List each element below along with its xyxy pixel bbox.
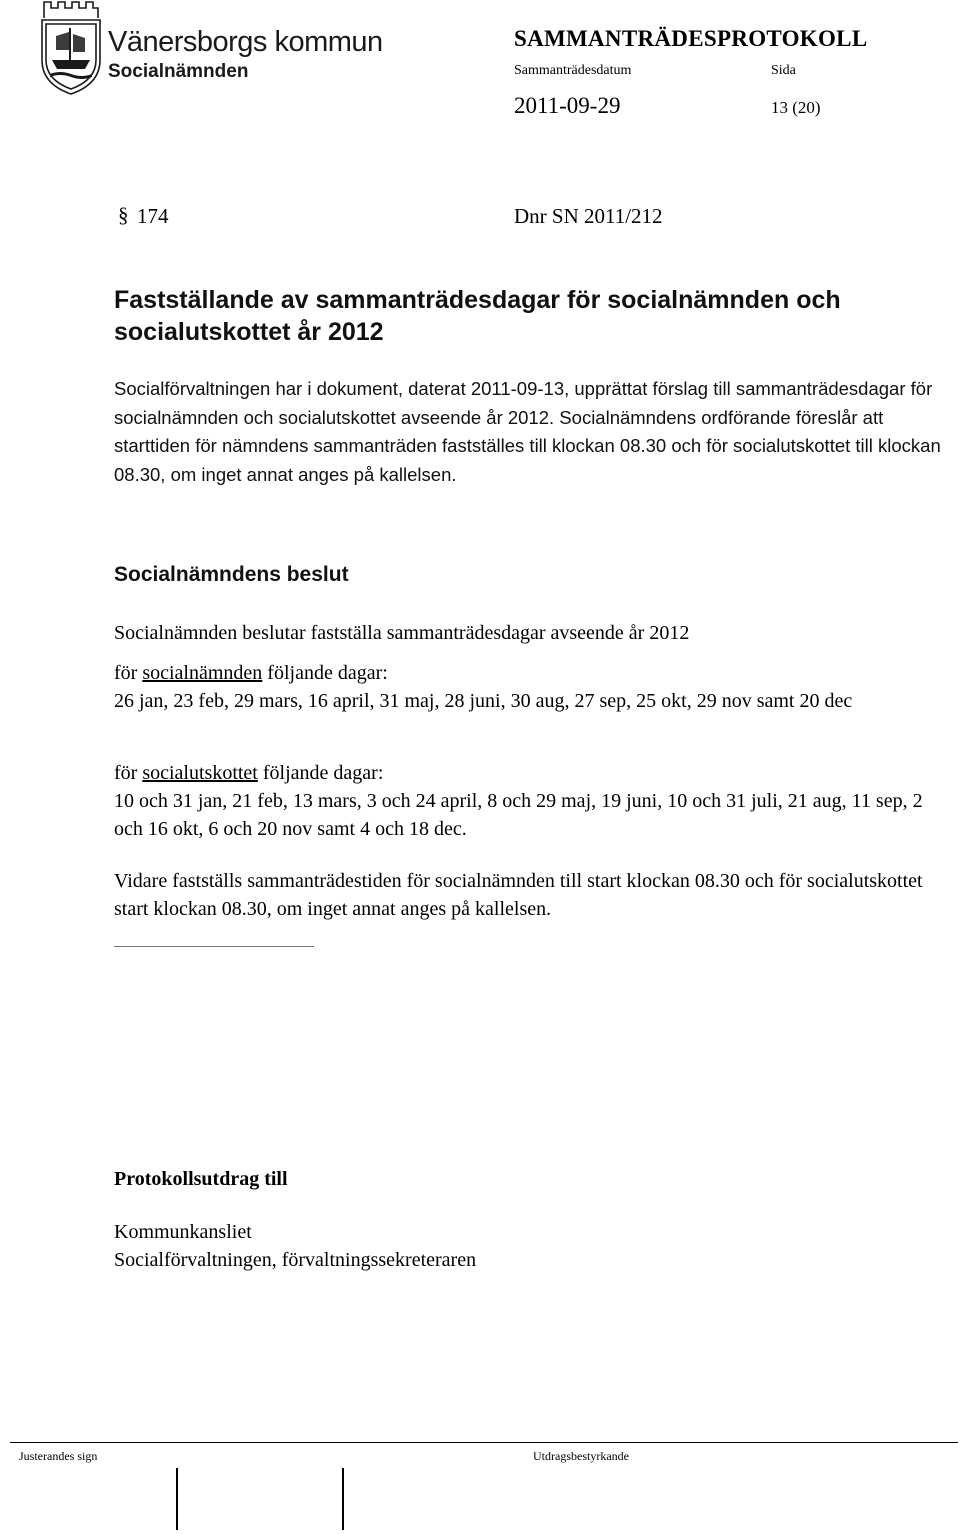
page-label: Sida <box>771 63 796 78</box>
socialutskottet-intro-line <box>114 759 934 787</box>
page-number: 13 (20) <box>771 98 821 117</box>
intro-paragraph: Socialförvaltningen har i dokument, daterat 2011-09-13, upprättat förslag till sammanträdesdagar för socialnämnden och socialutskottet avseende år 2012. Socialnämndens ordförande föreslår att starttiden för nämndens sammanträden fastställes till klockan 08.30 och för socialutskottet till klockan 08.30, om inget annat anges på kallelsen. <box>114 378 941 485</box>
section-divider <box>114 946 314 947</box>
recipient-item: Socialförvaltningen, förvaltningssekreteraren <box>114 1249 477 1271</box>
recipient-list <box>114 1218 934 1274</box>
socialnamnden-dates-block <box>114 659 934 715</box>
socialutskottet-dates: 10 och 31 jan, 21 feb, 13 mars, 3 och 24 april, 8 och 29 maj, 19 juni, 10 och 31 juli, 21 aug, 11 sep, 2 och 16 okt, 6 och 20 nov samt 4 och 18 dec. <box>114 790 923 840</box>
distribution-heading: Protokollsutdrag till <box>114 1168 288 1190</box>
signature-label: Justerandes sign <box>19 1449 98 1463</box>
suffix-text: följande dagar: <box>262 762 384 784</box>
socialnamnden-label: socialnämnden <box>142 662 263 684</box>
paragraph-symbol: § <box>118 203 129 227</box>
meeting-date-label: Sammanträdesdatum <box>514 63 632 78</box>
socialutskottet-dates-block <box>114 759 934 843</box>
committee-name: Socialnämnden <box>108 61 249 82</box>
meeting-date: 2011-09-29 <box>514 93 621 118</box>
case-number: Dnr SN 2011/212 <box>514 204 663 228</box>
suffix-text: följande dagar: <box>267 662 388 684</box>
recipient-item: Kommunkansliet <box>114 1221 252 1243</box>
footer-rule <box>10 1442 958 1443</box>
signature-box-divider <box>176 1468 178 1530</box>
section-title: Fastställande av sammanträdesdagar för socialnämnden och socialutskottet år 2012 <box>114 286 841 346</box>
prefix-text: för <box>114 762 138 784</box>
prefix-text: för <box>114 662 138 684</box>
document-type: SAMMANTRÄDESPROTOKOLL <box>514 26 868 51</box>
socialnamnden-intro-line <box>114 659 934 687</box>
meeting-time-note: Vidare fastställs sammanträdestiden för socialnämnden till start klockan 08.30 och för socialutskottet start klockan 08.30, om inget annat anges på kallelsen. <box>114 870 923 920</box>
socialutskottet-label: socialutskottet <box>142 762 258 784</box>
vanersborg-coat-of-arms-logo <box>38 0 104 96</box>
decision-lead: Socialnämnden beslutar fastställa sammanträdesdagar avseende år 2012 <box>114 622 690 644</box>
decision-heading: Socialnämndens beslut <box>114 563 349 586</box>
socialnamnden-dates: 26 jan, 23 feb, 29 mars, 16 april, 31 maj, 28 juni, 30 aug, 27 sep, 25 okt, 29 nov samt 20 dec <box>114 690 853 712</box>
signature-box-divider <box>342 1468 344 1530</box>
paragraph-number: 174 <box>137 204 169 228</box>
municipality-name: Vänersborgs kommun <box>108 26 383 58</box>
certification-label: Utdragsbestyrkande <box>533 1449 629 1463</box>
